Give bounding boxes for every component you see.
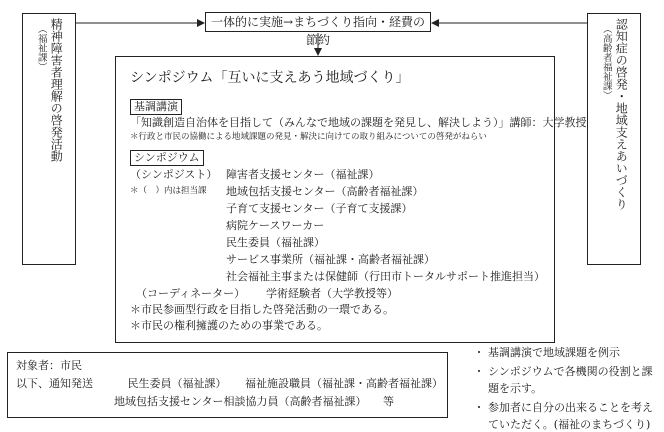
left-box-main-text: 精神障害者理解の啓発活動	[49, 18, 64, 162]
panelist-row-value: 病院ケースワーカー	[226, 219, 325, 232]
footer-note: ＊市民参画型行政を目指した啓発活動の一環である。	[130, 303, 394, 316]
right-box-sub-text: （高齢者福祉課）	[600, 24, 612, 100]
panelist-row-value: 地域包括支援センター（高齢者福祉課）	[226, 185, 424, 198]
outcome-note-text: シンポジウムで各機関の役割と課題を示す。	[488, 365, 653, 395]
notification-recipient: 福祉施設職員（福祉課・高齢者福祉課）	[245, 377, 443, 390]
panelist-row-label	[130, 268, 226, 285]
left-activity-box	[22, 13, 76, 265]
symposium-box	[115, 56, 587, 343]
right-activity-box	[587, 13, 641, 265]
panelist-row	[130, 251, 540, 268]
right-box-main-text: 認知症の啓発・地域支えあいづくり	[614, 18, 629, 210]
panelist-row-label: ＊（ ）内は担当課	[130, 186, 207, 196]
panelist-row-value: 社会福祉主事または保健師（行田市トータルサポート推進担当）	[226, 270, 545, 283]
symposium-label: シンポジウム	[130, 150, 204, 166]
keynote-label: 基調講演	[130, 99, 182, 115]
panelist-row	[130, 217, 540, 234]
notification-prefix: 以下、通知発送	[16, 377, 93, 390]
panelist-row-value: 子育て支援センター（子育て支援課）	[226, 202, 413, 215]
panelist-row	[130, 166, 540, 183]
coordinator-label: （コーディネーター）	[136, 287, 246, 300]
coordinator-value: 学術経験者（大学教授等）	[266, 287, 398, 300]
notification-line	[16, 375, 443, 393]
panelist-row	[130, 234, 540, 251]
outcome-notes	[470, 344, 660, 432]
outcome-note-text: 基調講演で地域課題を例示	[488, 346, 620, 359]
notification-recipient: 地域包括支援センター相談協力員（高齢者福祉課） 等	[114, 395, 395, 408]
panelist-row-value: 民生委員（福祉課）	[226, 236, 325, 249]
coordinator-row	[130, 285, 540, 302]
panelist-row-value: サービス事業所（福祉課・高齢者福祉課）	[226, 253, 435, 266]
panelist-row	[130, 268, 545, 285]
panelist-row	[130, 200, 540, 217]
bullet-icon: ・	[473, 346, 485, 359]
panelist-row-value: 障害者支援センター（福祉課）	[226, 168, 380, 181]
audience-line: 対象者：市民	[16, 359, 82, 372]
panelist-list	[130, 166, 545, 285]
panelist-row	[130, 183, 540, 200]
notification-recipient: 民生委員（福祉課）	[127, 377, 227, 390]
keynote-note: ＊行政と市民の協働による地域課題の発見・解決に向けての取り組みについての啓発がねらい	[130, 132, 487, 142]
footer-note: ＊市民の権利擁護のための事業である。	[130, 319, 328, 332]
bullet-icon: ・	[473, 365, 485, 378]
top-box-text: 一体的に実施→まちづくり指向・経費の節約	[211, 15, 425, 47]
panelist-row-label	[130, 200, 226, 217]
top-summary-box	[205, 12, 431, 47]
target-audience-box	[7, 352, 448, 418]
panelist-row-label	[130, 251, 226, 268]
notification-line	[16, 393, 439, 411]
outcome-note-item	[470, 344, 660, 361]
symposium-title: シンポジウム「互いに支えあう地域づくり」	[130, 70, 410, 86]
left-box-sub-text: （福祉課）	[35, 24, 47, 72]
outcome-note-item	[470, 363, 660, 397]
panelist-row-label	[130, 217, 226, 234]
outcome-note-text: 参加者に自分の出来ることを考えていただく。(福祉のまちづくり)	[488, 401, 653, 431]
bullet-icon: ・	[473, 401, 485, 414]
outcome-note-item	[470, 399, 660, 432]
panelist-row-label	[130, 234, 226, 251]
keynote-text: 「知識創造自治体を目指して（みんなで地域の課題を発見し、解決しよう）」講師：大学教授	[130, 116, 587, 129]
panelist-row-label: （シンポジスト）	[130, 168, 218, 181]
